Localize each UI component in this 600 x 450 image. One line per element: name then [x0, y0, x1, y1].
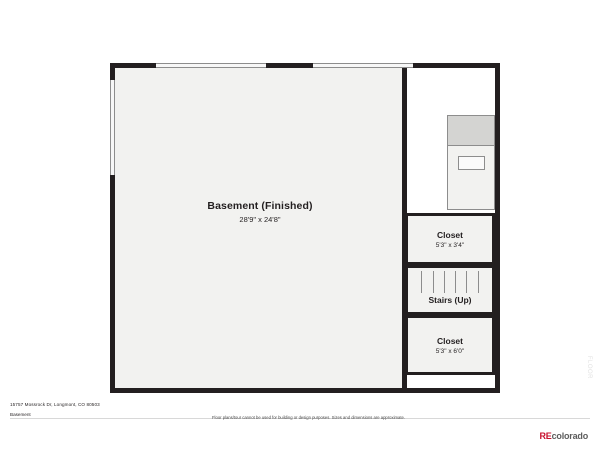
room-stairs	[405, 265, 495, 315]
window-top-right	[313, 63, 413, 68]
furnace-unit-icon	[458, 156, 485, 170]
room-name-basement: Basement (Finished)	[207, 200, 313, 212]
room-name-stairs: Stairs (Up)	[428, 295, 472, 305]
room-closet-upper	[405, 213, 495, 265]
watermark-text: FLOOR	[586, 355, 592, 379]
utility-hatch	[448, 116, 494, 146]
window-top-left	[156, 63, 266, 68]
floor-level-label: Basement	[10, 412, 31, 417]
stair-treads-icon	[411, 271, 489, 293]
window-left	[110, 80, 115, 175]
room-label-basement	[115, 200, 405, 224]
utility-mechanical-area	[447, 115, 495, 210]
room-dims-closet-lower: 5'3" x 6'0"	[435, 347, 465, 355]
recolorado-logo-suffix: colorado	[551, 431, 588, 441]
recolorado-logo-prefix: RE	[539, 431, 552, 441]
room-name-closet-upper: Closet	[437, 229, 463, 240]
room-dims-closet-upper: 5'3" x 3'4"	[435, 241, 465, 249]
disclaimer-text: Floor plans/tour cannot be used for building or design purposes. Sizes and dimensions are approximate.	[212, 415, 405, 420]
room-dims-basement: 28'9" x 24'8"	[239, 215, 281, 224]
recolorado-logo	[539, 431, 588, 441]
property-address: 15757 Mossrock Dr, Longmont, CO 80503	[10, 402, 100, 407]
room-closet-lower	[405, 315, 495, 375]
room-name-closet-lower: Closet	[437, 335, 463, 346]
basement-floor-fill	[115, 68, 405, 388]
